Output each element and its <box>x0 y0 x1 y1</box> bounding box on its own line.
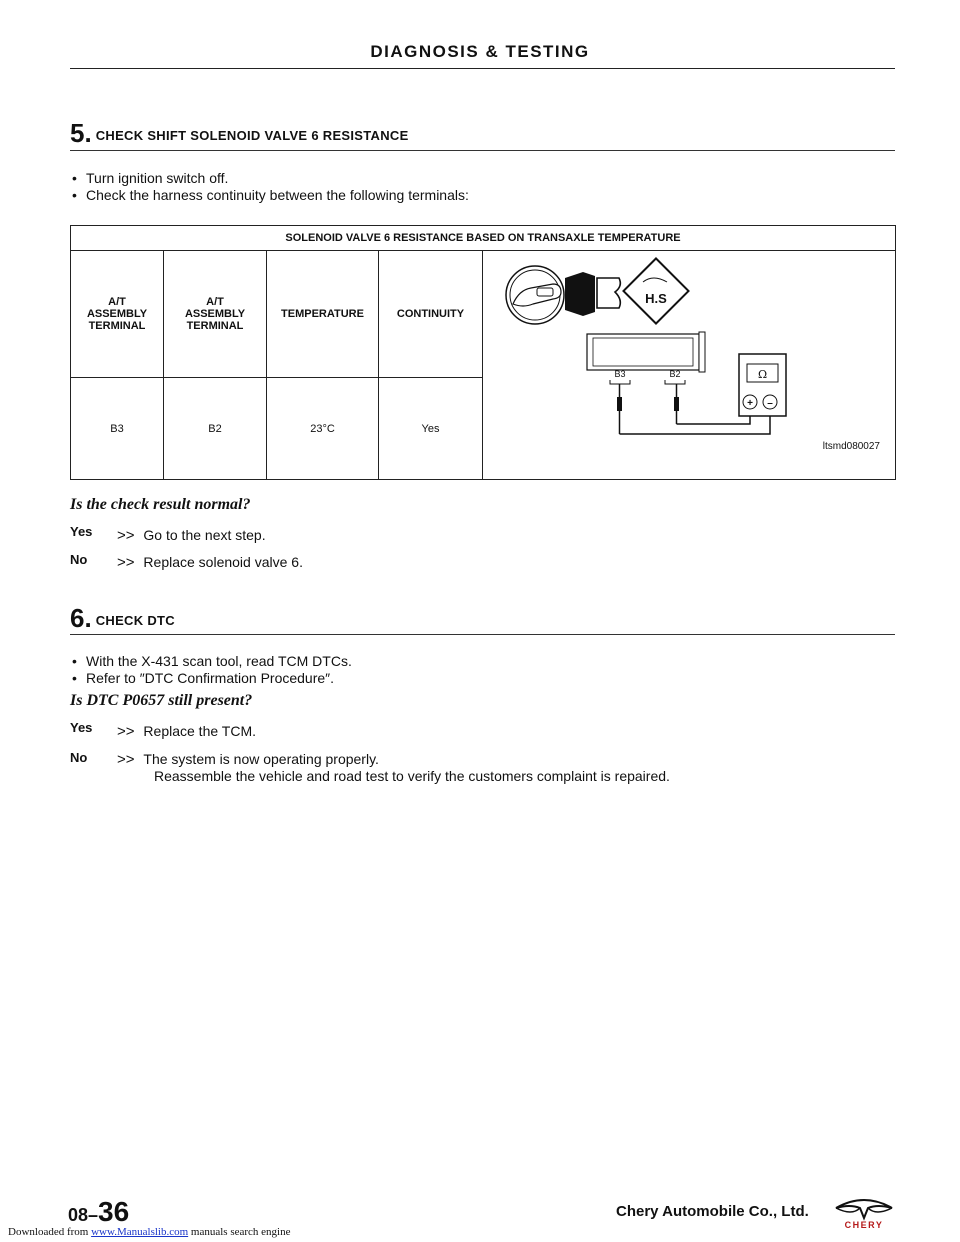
step-6-number: 6. <box>70 603 92 633</box>
ohm-symbol: Ω <box>757 368 768 381</box>
cell-temperature: 23°C <box>267 378 379 480</box>
minus-terminal: – <box>767 398 773 409</box>
step-6-answer-no: >> The system is now operating properly. <box>117 751 379 768</box>
step-5-answer-yes-key: Yes <box>70 524 93 539</box>
header-continuity: CONTINUITY <box>379 251 483 378</box>
header-rule <box>70 68 895 69</box>
hs-label: H.S <box>645 291 667 306</box>
measurement-figure <box>483 251 896 480</box>
pin-b3-bracket <box>610 380 630 384</box>
step-6-answer-no-line-2: Reassemble the vehicle and road test to verify the customers complaint is repaired. <box>154 768 670 784</box>
step-5-answer-yes: >> Go to the next step. <box>117 527 266 544</box>
chery-logo <box>832 1194 896 1230</box>
ohmmeter-icon <box>739 354 786 416</box>
figure-id: ltsmd080027 <box>822 441 880 452</box>
pin-b2-bracket <box>665 380 685 384</box>
cell-terminal-2: B2 <box>164 378 267 480</box>
plus-terminal: + <box>747 398 753 409</box>
step-5-rule <box>70 150 895 151</box>
step-6-rule <box>70 634 895 635</box>
company-name: Chery Automobile Co., Ltd. <box>616 1203 809 1220</box>
step-6-answer-yes-key: Yes <box>70 720 93 735</box>
step-6-heading <box>70 603 895 634</box>
step-5-answer-no: >> Replace solenoid valve 6. <box>117 554 303 571</box>
pin-b3-label: B3 <box>614 369 626 379</box>
header-temperature: TEMPERATURE <box>267 251 379 378</box>
download-notice: Downloaded from www.Manualslib.com manuals search engine <box>8 1226 291 1238</box>
step-5-question: Is the check result normal? <box>70 496 251 513</box>
page-number: 08–36 <box>68 1196 130 1227</box>
step-6-answer-no-key: No <box>70 750 88 765</box>
wiring-diagram <box>483 252 893 478</box>
step-6-title: CHECK DTC <box>95 613 175 628</box>
step-6-question: Is DTC P0657 still present? <box>70 692 253 709</box>
cell-continuity: Yes <box>379 378 483 480</box>
pin-b2-label: B2 <box>669 369 681 379</box>
cell-terminal-1: B3 <box>71 378 164 480</box>
step-5-number: 5. <box>70 118 92 148</box>
hs-warning-icon <box>623 258 688 323</box>
solenoid-component <box>587 332 705 372</box>
step-6-bullet-1: • With the X-431 scan tool, read TCM DTCs. <box>72 653 352 669</box>
page-header-title: DIAGNOSIS & TESTING <box>370 42 590 61</box>
manualslib-link[interactable]: www.Manualslib.com <box>91 1226 189 1238</box>
step-5-answer-no-key: No <box>70 552 88 567</box>
chery-logo-icon <box>832 1194 896 1230</box>
logo-wordmark: CHERY <box>844 1220 884 1230</box>
step-5-bullet-2: • Check the harness continuity between the following terminals: <box>72 187 469 203</box>
step-6-bullet-2: • Refer to ″DTC Confirmation Procedure″. <box>72 670 335 686</box>
header-at-terminal-2: A/T ASSEMBLY TERMINAL <box>164 251 267 378</box>
step-6-answer-yes: >> Replace the TCM. <box>117 723 256 740</box>
step-5-title: CHECK SHIFT SOLENOID VALVE 6 RESISTANCE <box>95 128 409 143</box>
ignition-key-icon <box>506 266 564 324</box>
connector-disconnect-icon <box>565 272 620 316</box>
step-5-bullet-1: • Turn ignition switch off. <box>72 170 229 186</box>
table-caption: SOLENOID VALVE 6 RESISTANCE BASED ON TRANSAXLE TEMPERATURE <box>71 226 896 251</box>
header-at-terminal-1: A/T ASSEMBLY TERMINAL <box>71 251 164 378</box>
resistance-table <box>70 225 896 480</box>
step-5-heading <box>70 118 895 149</box>
